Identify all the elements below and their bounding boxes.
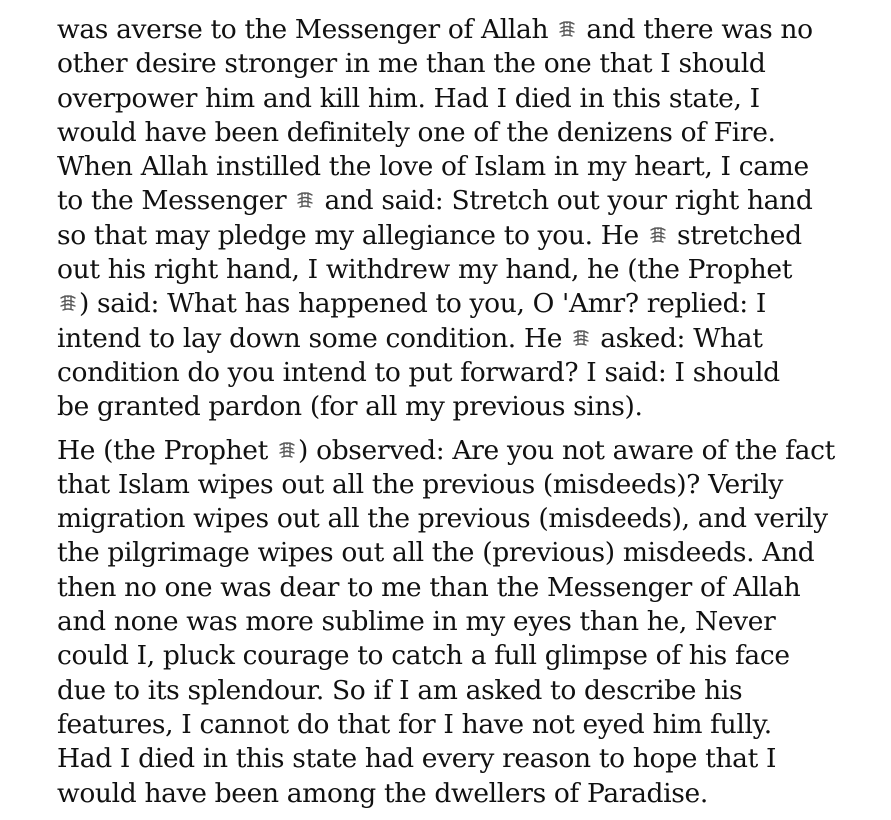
- text-line: When Allah instilled the love of Islam in my heart, I came: [57, 151, 809, 183]
- paragraph-1: [57, 13, 877, 425]
- text-line: could I, pluck courage to catch a full glimpse of his face: [57, 640, 790, 672]
- text-line: was averse to the Messenger of Allah and there was no: [57, 14, 813, 45]
- text-line: features, I cannot do that for I have not eyed him fully.: [57, 708, 772, 740]
- salutation-icon: [58, 293, 78, 313]
- text-line: due to its splendour. So if I am asked to describe his: [57, 674, 743, 706]
- text-line: and none was more sublime in my eyes than he, Never: [57, 606, 776, 638]
- text-line: that Islam wipes out all the previous (misdeeds)? Verily: [57, 468, 783, 500]
- text-line: then no one was dear to me than the Messenger of Allah: [57, 571, 801, 603]
- salutation-icon: [557, 19, 577, 39]
- text-line: migration wipes out all the previous (misdeeds), and verily: [57, 503, 828, 535]
- text-line: intend to lay down some condition. He asked: What: [57, 322, 763, 354]
- salutation-icon: [277, 440, 297, 460]
- text-line: would have been definitely one of the denizens of Fire.: [57, 116, 776, 148]
- text-line: the pilgrimage wipes out all the (previous) misdeeds. And: [57, 537, 815, 569]
- text-line: so that may pledge my allegiance to you. He stretched: [57, 219, 802, 251]
- text-line: to the Messenger and said: Stretch out your right hand: [57, 185, 813, 217]
- salutation-icon: [648, 225, 668, 245]
- text-line: condition do you intend to put forward? I said: I should: [57, 356, 780, 388]
- salutation-icon: [295, 190, 315, 210]
- salutation-icon: [571, 328, 591, 348]
- paragraph-2: [57, 434, 877, 811]
- document-page: [57, 13, 877, 811]
- text-line: He (the Prophet ) observed: Are you not aware of the fact: [57, 434, 835, 466]
- text-line: overpower him and kill him. Had I died in this state, I: [57, 82, 760, 114]
- text-line: would have been among the dwellers of Paradise.: [57, 777, 708, 809]
- text-line: Had I died in this state had every reason to hope that I: [57, 743, 777, 775]
- text-line: out his right hand, I withdrew my hand, he (the Prophet: [57, 254, 793, 286]
- text-line: ) said: What has happened to you, O 'Amr? replied: I: [57, 287, 877, 321]
- text-line: be granted pardon (for all my previous sins).: [57, 391, 643, 423]
- text-line: other desire stronger in me than the one that I should: [57, 48, 766, 80]
